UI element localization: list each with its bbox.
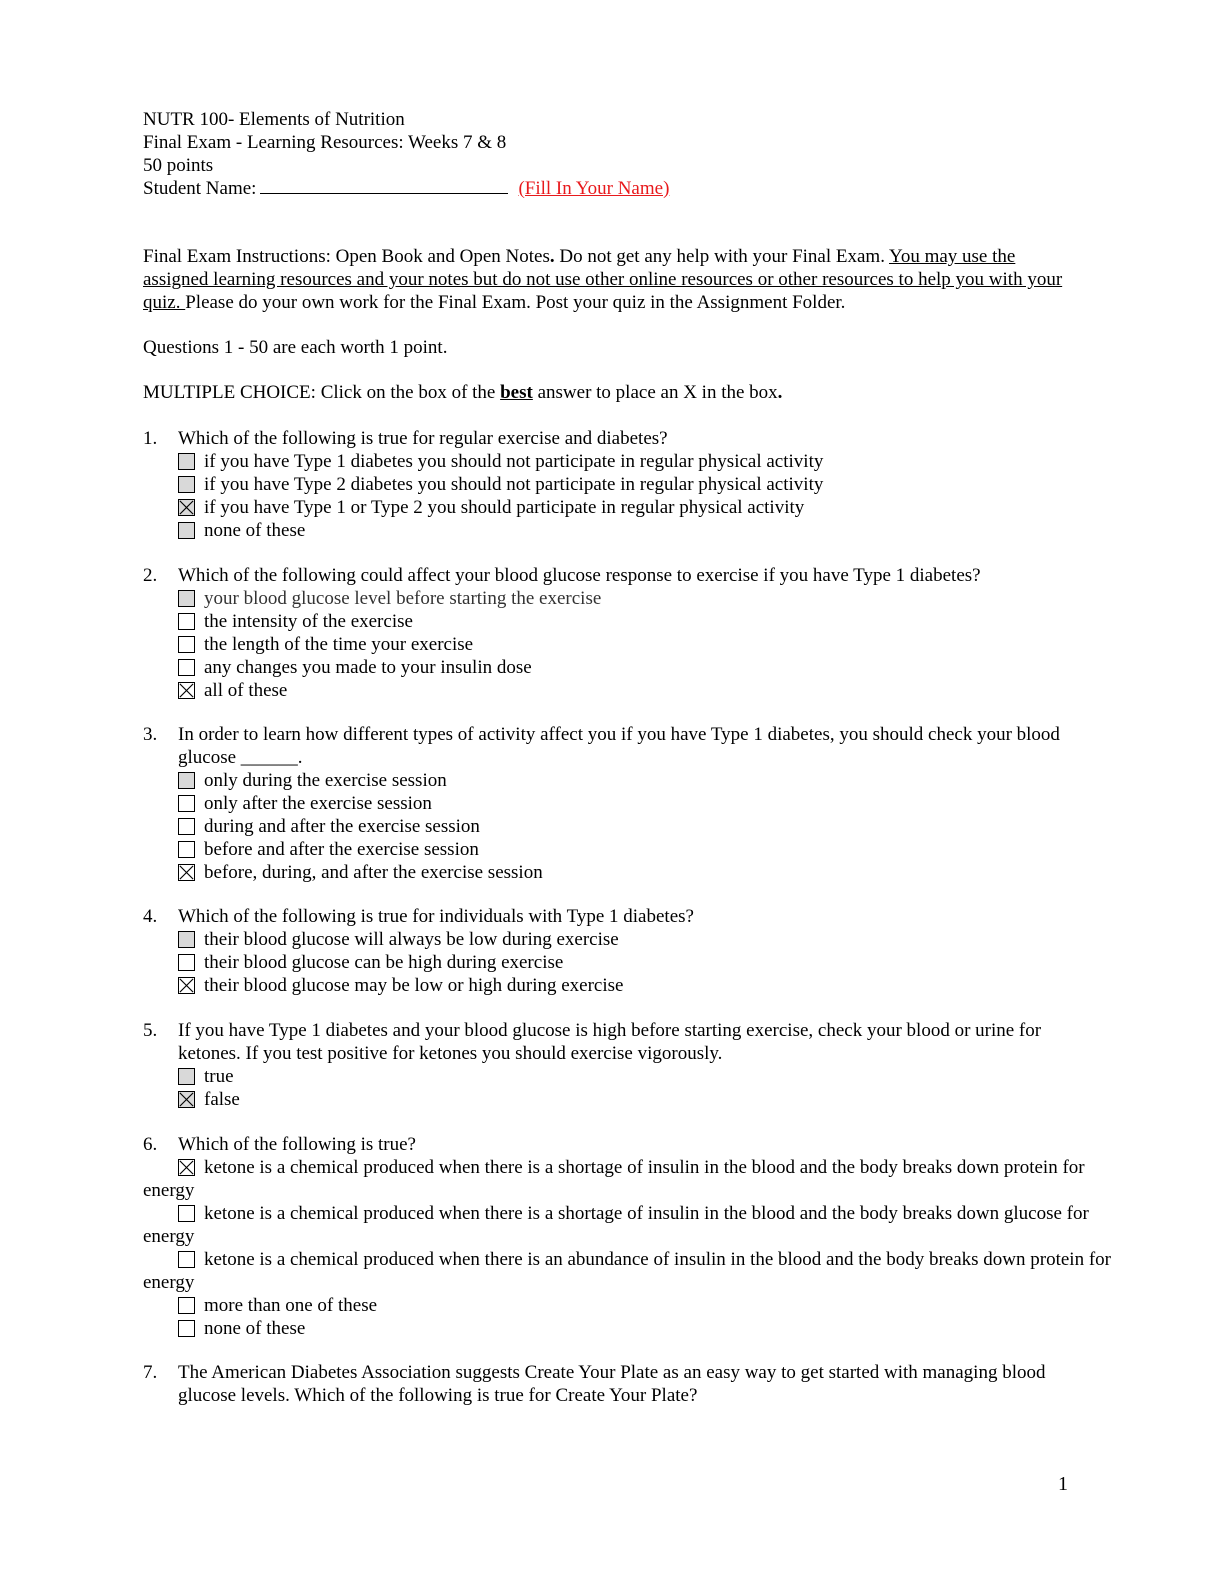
checkbox[interactable] [178,522,195,539]
checkbox-checked[interactable] [178,864,195,881]
question-number: 6. [143,1134,158,1155]
question-5 [143,1019,1143,1111]
x-mark-icon [179,1092,194,1107]
question-text: Which of the following could affect your blood glucose response to exercise if you have Type 1 diabetes? [178,565,981,586]
checkbox[interactable] [178,818,195,835]
x-mark-icon [179,1160,194,1175]
question-1 [143,427,1143,542]
x-mark-icon [179,865,194,880]
page-number: 1 [1058,1473,1068,1495]
mc-suffix: answer to place an X in the box [532,382,778,403]
answer-option[interactable]: their blood glucose may be low or high during exercise [178,974,1143,997]
student-name-field[interactable] [260,178,508,194]
student-name-row [143,177,1143,200]
answer-option[interactable]: if you have Type 1 diabetes you should not participate in regular physical activity [178,450,1143,473]
question-6 [143,1133,1143,1340]
question-text: The American Diabetes Association suggests Create Your Plate as an easy way to get started with managing blood glucose levels. Which of the following is true for Create Your Plate? [178,1362,1046,1406]
checkbox[interactable] [178,476,195,493]
checkbox[interactable] [178,636,195,653]
answer-option[interactable]: during and after the exercise session [178,815,1143,838]
fill-name-link[interactable]: (Fill In Your Name) [518,178,670,199]
checkbox[interactable] [178,954,195,971]
x-mark-icon [179,500,194,515]
checkbox-checked[interactable] [178,1091,195,1108]
exam-title: Final Exam - Learning Resources: Weeks 7 & 8 [143,132,507,153]
checkbox[interactable] [178,931,195,948]
instructions-resources: You may use the assigned learning resources and your notes but do not use other online resources or other resources to help you with your quiz. [143,246,1063,313]
instructions-no-help: Do not get any help with your Final Exam. [554,246,889,267]
answer-option[interactable]: any changes you made to your insulin dose [178,656,1143,679]
question-text: Which of the following is true? [178,1134,416,1155]
exam-header [143,108,1143,200]
checkbox-checked[interactable] [178,499,195,516]
question-number: 2. [143,565,158,586]
answer-option[interactable]: only during the exercise session [178,769,1143,792]
checkbox-checked[interactable] [178,977,195,994]
question-3 [143,723,1143,884]
answer-option[interactable]: false [178,1088,1143,1111]
checkbox[interactable] [178,1068,195,1085]
exam-instructions [143,245,1083,314]
question-text: If you have Type 1 diabetes and your blood glucose is high before starting exercise, check your blood or urine for ketones. If you test positive for ketones you should exercise vigorously. [178,1020,1042,1064]
mc-best: best [500,382,533,403]
answer-option[interactable]: before and after the exercise session [178,838,1143,861]
checkbox[interactable] [178,659,195,676]
answer-option[interactable]: only after the exercise session [178,792,1143,815]
question-text: In order to learn how different types of activity affect you if you have Type 1 diabetes, you should check your blood glucose ______. [178,724,1060,768]
checkbox[interactable] [178,841,195,858]
multiple-choice-instructions [143,381,1143,404]
checkbox[interactable] [178,1320,195,1337]
checkbox-checked[interactable] [178,682,195,699]
question-number: 7. [143,1362,158,1383]
answer-option[interactable]: the length of the time your exercise [178,633,1143,656]
question-text: Which of the following is true for individuals with Type 1 diabetes? [178,906,694,927]
checkbox-checked[interactable] [178,1159,195,1176]
answer-option[interactable]: if you have Type 1 or Type 2 you should participate in regular physical activity [178,496,1143,519]
answer-option[interactable]: all of these [178,679,1143,702]
answer-option[interactable]: ketone is a chemical produced when there is a shortage of insulin in the blood and the body breaks down protein for energy [143,1157,1085,1201]
checkbox[interactable] [178,1205,195,1222]
answer-option[interactable]: ketone is a chemical produced when there is an abundance of insulin in the blood and the body breaks down protein for energy [143,1249,1111,1293]
checkbox[interactable] [178,590,195,607]
mc-prefix: MULTIPLE CHOICE: Click on the box of the [143,382,501,403]
checkbox[interactable] [178,1251,195,1268]
checkbox[interactable] [178,772,195,789]
student-name-label: Student Name: [143,178,257,199]
answer-option[interactable]: their blood glucose can be high during exercise [178,951,1143,974]
answer-option[interactable]: none of these [178,1317,1143,1340]
answer-option[interactable]: your blood glucose level before starting the exercise [178,587,1143,610]
answer-option[interactable]: ketone is a chemical produced when there is a shortage of insulin in the blood and the body breaks down glucose for energy [143,1203,1089,1247]
answer-option[interactable]: more than one of these [178,1294,1143,1317]
question-number: 3. [143,724,158,745]
answer-option[interactable]: their blood glucose will always be low during exercise [178,928,1143,951]
question-number: 4. [143,906,158,927]
checkbox[interactable] [178,453,195,470]
checkbox[interactable] [178,1297,195,1314]
question-7 [143,1361,1143,1407]
question-number: 5. [143,1020,158,1041]
x-mark-icon [179,683,194,698]
answer-option[interactable]: if you have Type 2 diabetes you should not participate in regular physical activity [178,473,1143,496]
x-mark-icon [179,978,194,993]
answer-option[interactable]: before, during, and after the exercise session [178,861,1143,884]
instructions-period: . [549,246,555,267]
question-2 [143,564,1143,702]
answer-option[interactable]: the intensity of the exercise [178,610,1143,633]
instructions-intro: Final Exam Instructions: Open Book and Open Notes [143,246,550,267]
mc-period: . [777,382,783,403]
checkbox[interactable] [178,795,195,812]
checkbox[interactable] [178,613,195,630]
points-label: 50 points [143,155,214,176]
question-number: 1. [143,428,158,449]
questions-note: Questions 1 - 50 are each worth 1 point. [143,337,448,358]
answer-option[interactable]: true [178,1065,1143,1088]
instructions-own-work: Please do your own work for the Final Exam. Post your quiz in the Assignment Folder. [185,292,846,313]
answer-option[interactable]: none of these [178,519,1143,542]
course-title: NUTR 100- Elements of Nutrition [143,109,405,130]
question-text: Which of the following is true for regular exercise and diabetes? [178,428,668,449]
question-4 [143,905,1143,997]
